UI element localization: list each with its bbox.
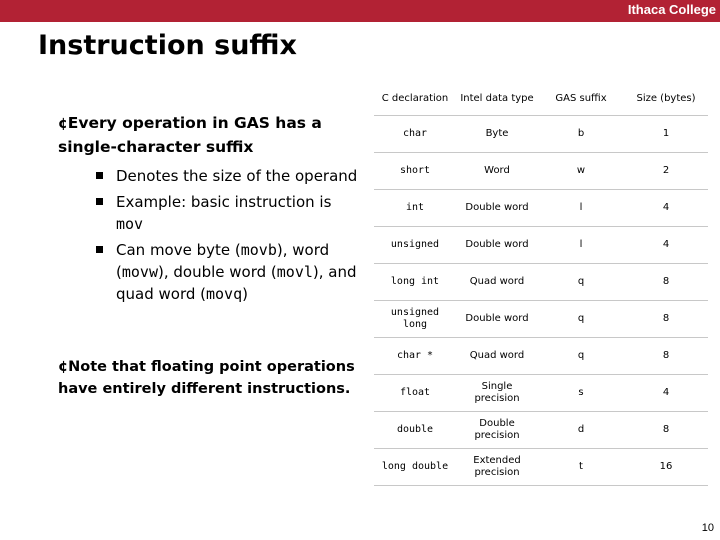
cell-c-declaration: char: [374, 116, 456, 153]
cell-c-declaration: float: [374, 375, 456, 412]
cell-size: 4: [624, 375, 708, 412]
sub-bullet-2-text: Example: basic instruction is: [116, 193, 332, 211]
text-part: ), double word (: [157, 263, 277, 281]
cell-gas-suffix: l: [538, 227, 624, 264]
cell-intel-type: Double precision: [456, 412, 538, 449]
cell-gas-suffix: q: [538, 338, 624, 375]
table-row: [374, 227, 708, 264]
sub-bullet-1-text: Denotes the size of the operand: [116, 167, 358, 185]
sub-bullet-2: [96, 191, 358, 235]
cell-gas-suffix: l: [538, 190, 624, 227]
table-row: [374, 301, 708, 338]
cell-intel-type: Double word: [456, 301, 538, 338]
code-mov: mov: [116, 215, 144, 233]
table-row: [374, 449, 708, 486]
cell-c-declaration: long double: [374, 449, 456, 486]
cell-size: 4: [624, 190, 708, 227]
cell-gas-suffix: q: [538, 264, 624, 301]
cell-size: 8: [624, 301, 708, 338]
cell-intel-type: Double word: [456, 190, 538, 227]
cell-gas-suffix: w: [538, 153, 624, 190]
table-row: [374, 375, 708, 412]
sub-bullet-3-text: [116, 241, 357, 303]
cell-c-declaration: char *: [374, 338, 456, 375]
table-row: [374, 190, 708, 227]
cell-c-declaration: short: [374, 153, 456, 190]
cell-c-declaration: int: [374, 190, 456, 227]
cell-c-declaration: unsigned long: [374, 301, 456, 338]
cell-intel-type: Word: [456, 153, 538, 190]
cell-c-declaration: double: [374, 412, 456, 449]
slide-title: Instruction suffix: [38, 30, 297, 61]
sub-bullet-list: [96, 165, 358, 305]
cell-size: 16: [624, 449, 708, 486]
table-row: [374, 338, 708, 375]
cell-size: 1: [624, 116, 708, 153]
page-number: 10: [701, 522, 714, 534]
square-bullet-icon: [96, 172, 103, 179]
bullet-2: [58, 356, 358, 400]
header-bar: [0, 0, 720, 22]
code-movb: movb: [240, 241, 277, 259]
square-bullet-icon: [96, 198, 103, 205]
code-movl: movl: [276, 263, 313, 281]
header-c-declaration: C declaration: [374, 81, 456, 116]
cell-size: 8: [624, 264, 708, 301]
sub-bullet-3: [96, 239, 358, 305]
cell-intel-type: Byte: [456, 116, 538, 153]
cell-gas-suffix: b: [538, 116, 624, 153]
text-part: Can move byte (: [116, 241, 241, 259]
cell-intel-type: Extended precision: [456, 449, 538, 486]
header-size: Size (bytes): [624, 81, 708, 116]
cell-c-declaration: unsigned: [374, 227, 456, 264]
cell-intel-type: Quad word: [456, 264, 538, 301]
cell-size: 2: [624, 153, 708, 190]
cell-gas-suffix: q: [538, 301, 624, 338]
bullet-1: [58, 112, 358, 159]
college-name: Ithaca College: [627, 2, 716, 17]
table-row: [374, 153, 708, 190]
cell-gas-suffix: t: [538, 449, 624, 486]
cell-intel-type: Quad word: [456, 338, 538, 375]
bullet-2-text: Note that floating point operations have entirely different instructions.: [58, 359, 355, 397]
cell-size: 8: [624, 338, 708, 375]
suffix-table: [374, 81, 708, 486]
table-row: [374, 412, 708, 449]
cell-gas-suffix: s: [538, 375, 624, 412]
text-part: ), and quad word (: [116, 263, 357, 303]
text-part: ), word (: [116, 241, 330, 281]
code-movw: movw: [121, 263, 158, 281]
sub-bullet-1: [96, 165, 358, 187]
header-intel-type: Intel data type: [456, 81, 538, 116]
table-header-row: [374, 81, 708, 116]
cell-intel-type: Double word: [456, 227, 538, 264]
table-body: [374, 116, 708, 486]
table-row: [374, 264, 708, 301]
cell-size: 8: [624, 412, 708, 449]
cell-intel-type: Single precision: [456, 375, 538, 412]
bullet-marker: ¢: [58, 359, 69, 375]
square-bullet-icon: [96, 246, 103, 253]
cell-c-declaration: long int: [374, 264, 456, 301]
header-gas-suffix: GAS suffix: [538, 81, 624, 116]
cell-gas-suffix: d: [538, 412, 624, 449]
code-movq: movq: [206, 285, 243, 303]
bullet-list: [58, 112, 358, 309]
text-part: ): [242, 285, 248, 303]
cell-size: 4: [624, 227, 708, 264]
table-row: [374, 116, 708, 153]
bullet-marker: ¢: [58, 116, 68, 132]
bullet-1-text: Every operation in GAS has a single-character suffix: [58, 114, 322, 156]
